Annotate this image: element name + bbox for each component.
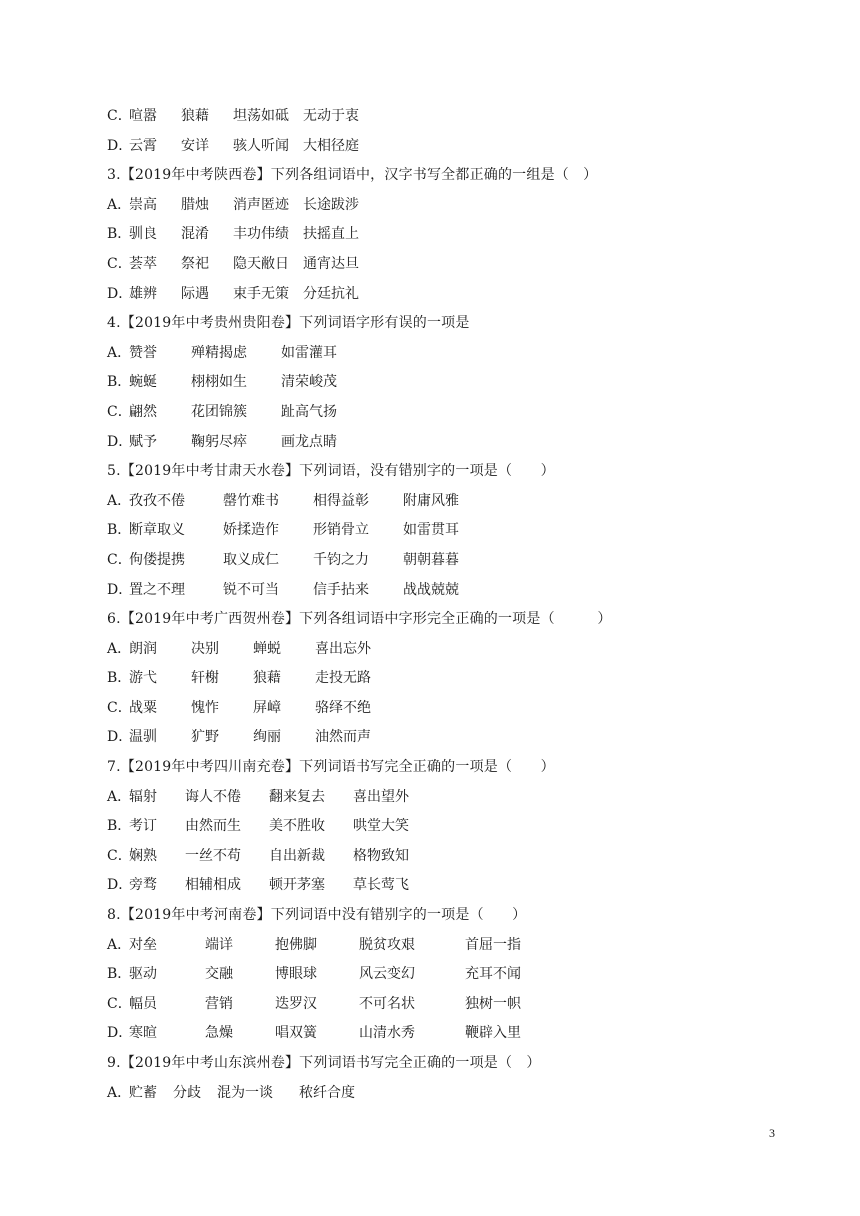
option-word: 朝朝暮暮 (403, 551, 459, 568)
page-content (107, 102, 767, 1108)
option-word: 隐天敝日 (233, 255, 289, 272)
option-label: B． (107, 966, 132, 983)
answer-option (107, 694, 767, 724)
option-label: C． (107, 551, 132, 568)
option-word: 喜出望外 (353, 788, 409, 805)
option-label: B． (107, 374, 132, 391)
option-label: B． (107, 226, 132, 243)
option-word: 驱动 (129, 966, 157, 983)
option-word: 骆绎不绝 (315, 699, 371, 716)
option-label: A． (107, 1084, 132, 1101)
option-word: 草长莺飞 (353, 877, 409, 894)
option-word: 分廷抗礼 (303, 285, 359, 302)
option-label: D． (107, 137, 133, 154)
answer-option (107, 635, 767, 665)
answer-option (107, 132, 767, 162)
option-word: 附庸风雅 (403, 492, 459, 509)
question-stem: 7.【2019年中考四川南充卷】下列词语书写完全正确的一项是（ ） (107, 759, 555, 776)
option-word: 绚丽 (253, 729, 281, 746)
option-word: 油然而声 (315, 729, 371, 746)
answer-option (107, 280, 767, 310)
option-word: 雄辨 (129, 285, 157, 302)
option-word: 屏嶂 (253, 699, 281, 716)
option-word: 祭祀 (181, 255, 209, 272)
option-word: 翻来复去 (269, 788, 325, 805)
option-word: 云霄 (129, 137, 157, 154)
option-label: C． (107, 403, 132, 420)
option-word: 娇揉造作 (223, 522, 279, 539)
option-word: 大相径庭 (303, 137, 359, 154)
option-label: A． (107, 640, 132, 657)
answer-option (107, 487, 767, 517)
answer-option (107, 339, 767, 369)
answer-option (107, 546, 767, 576)
answer-option (107, 1019, 767, 1049)
option-word: 轩榭 (191, 670, 219, 687)
option-word: 急燥 (205, 1025, 233, 1042)
option-word: 美不胜收 (269, 818, 325, 835)
answer-option (107, 428, 767, 458)
option-word: 营销 (205, 995, 233, 1012)
option-word: 鞠躬尽瘁 (191, 433, 247, 450)
option-word: 花团锦簇 (191, 403, 247, 420)
option-label: D． (107, 433, 133, 450)
option-word: 脱贫攻艰 (359, 936, 415, 953)
option-word: 唱双簧 (275, 1025, 317, 1042)
option-word: 喜出忘外 (315, 640, 371, 657)
option-word: 诲人不倦 (185, 788, 241, 805)
option-word: 自出新裁 (269, 847, 325, 864)
answer-option (107, 220, 767, 250)
option-label: B． (107, 818, 132, 835)
option-word: 娴熟 (129, 847, 157, 864)
option-label: D． (107, 877, 133, 894)
answer-option (107, 102, 767, 132)
answer-option (107, 398, 767, 428)
option-word: 幅员 (129, 995, 157, 1012)
option-word: 抱佛脚 (275, 936, 317, 953)
question-stem: 6.【2019年中考广西贺州卷】下列各组词语中字形完全正确的一项是（ ） (107, 611, 612, 628)
option-word: 贮蓄 (129, 1084, 157, 1101)
option-word: 哄堂大笑 (353, 818, 409, 835)
page-number: 3 (769, 1126, 775, 1140)
option-word: 不可名状 (359, 995, 415, 1012)
option-word: 通宵达旦 (303, 255, 359, 272)
option-word: 一丝不苟 (185, 847, 241, 864)
option-label: D． (107, 285, 133, 302)
option-word: 消声匿迹 (233, 196, 289, 213)
option-label: C． (107, 847, 132, 864)
option-label: C． (107, 995, 132, 1012)
option-word: 犷野 (191, 729, 219, 746)
answer-option (107, 191, 767, 221)
option-word: 战战兢兢 (403, 581, 459, 598)
option-word: 信手拈来 (313, 581, 369, 598)
option-word: 蜿蜒 (129, 374, 157, 391)
option-word: 崇高 (129, 196, 157, 213)
option-word: 分歧 (173, 1084, 201, 1101)
option-word: 形销骨立 (313, 522, 369, 539)
answer-option (107, 871, 767, 901)
option-word: 端详 (205, 936, 233, 953)
option-word: 取义成仁 (223, 551, 279, 568)
option-word: 辐射 (129, 788, 157, 805)
answer-option (107, 1079, 767, 1109)
option-word: 腊烛 (181, 196, 209, 213)
option-label: A． (107, 788, 132, 805)
option-word: 际遇 (181, 285, 209, 302)
option-word: 置之不理 (129, 581, 185, 598)
option-word: 决别 (191, 640, 219, 657)
option-word: 顿开茅塞 (269, 877, 325, 894)
option-label: C． (107, 699, 132, 716)
option-word: 对垒 (129, 936, 157, 953)
option-word: 充耳不闻 (465, 966, 521, 983)
option-word: 断章取义 (129, 522, 185, 539)
option-label: D． (107, 1025, 133, 1042)
option-word: 迭罗汉 (275, 995, 317, 1012)
option-word: 画龙点睛 (281, 433, 337, 450)
question-stem: 8.【2019年中考河南卷】下列词语中没有错别字的一项是（ ） (107, 907, 527, 924)
option-word: 安详 (181, 137, 209, 154)
option-word: 首屈一指 (465, 936, 521, 953)
option-word: 狼藉 (181, 108, 209, 124)
option-word: 朗润 (129, 640, 157, 657)
answer-option (107, 516, 767, 546)
option-word: 锐不可当 (223, 581, 279, 598)
option-word: 寒暄 (129, 1025, 157, 1042)
option-word: 蝉蜕 (253, 640, 281, 657)
option-word: 相得益彰 (313, 492, 369, 509)
option-word: 如雷贯耳 (403, 522, 459, 539)
answer-option (107, 783, 767, 813)
option-word: 混淆 (181, 226, 209, 243)
option-word: 游弋 (129, 670, 157, 687)
option-word: 驯良 (129, 226, 157, 243)
option-label: A． (107, 936, 132, 953)
option-word: 千钧之力 (313, 551, 369, 568)
answer-option (107, 664, 767, 694)
option-word: 佝偻提携 (129, 551, 185, 568)
option-word: 荟萃 (129, 255, 157, 272)
option-word: 战粟 (129, 699, 157, 716)
question-stem: 9.【2019年中考山东滨州卷】下列词语书写完全正确的一项是（ ） (107, 1055, 541, 1071)
option-word: 愧怍 (191, 699, 219, 716)
answer-option (107, 842, 767, 872)
option-word: 骇人听闻 (233, 137, 289, 154)
option-word: 翩然 (129, 403, 157, 420)
answer-option (107, 812, 767, 842)
option-word: 交融 (205, 966, 233, 983)
question-stem: 4.【2019年中考贵州贵阳卷】下列词语字形有误的一项是 (107, 315, 470, 332)
option-word: 趾高气扬 (281, 403, 337, 420)
option-label: A． (107, 196, 132, 213)
answer-option (107, 576, 767, 606)
option-word: 如雷灌耳 (281, 344, 337, 361)
option-word: 鞭辟入里 (465, 1025, 521, 1042)
option-label: D． (107, 581, 133, 598)
answer-option (107, 990, 767, 1020)
option-word: 秾纤合度 (299, 1084, 355, 1101)
option-word: 坦荡如砥 (233, 108, 289, 124)
question-stem: 3.【2019年中考陕西卷】下列各组词语中，汉字书写全都正确的一组是（ ） (107, 167, 598, 184)
answer-option (107, 250, 767, 280)
option-word: 山清水秀 (359, 1025, 415, 1042)
option-word: 孜孜不倦 (129, 492, 185, 509)
option-word: 温驯 (129, 729, 157, 746)
option-label: B． (107, 670, 132, 687)
option-word: 长途跋涉 (303, 196, 359, 213)
option-word: 栩栩如生 (191, 374, 247, 391)
option-word: 狼藉 (253, 670, 281, 687)
option-word: 清荣峻茂 (281, 374, 337, 391)
option-word: 格物致知 (353, 847, 409, 864)
question-stem: 5.【2019年中考甘肃天水卷】下列词语，没有错别字的一项是（ ） (107, 463, 555, 480)
option-label: A． (107, 492, 132, 509)
option-label: C． (107, 108, 132, 124)
option-word: 风云变幻 (359, 966, 415, 983)
option-label: C． (107, 255, 132, 272)
option-label: B． (107, 522, 132, 539)
option-label: D． (107, 729, 133, 746)
option-word: 扶摇直上 (303, 226, 359, 243)
option-word: 混为一谈 (217, 1084, 273, 1101)
option-word: 罄竹难书 (223, 492, 279, 509)
answer-option (107, 931, 767, 961)
option-word: 走投无路 (315, 670, 371, 687)
option-word: 赋予 (129, 433, 157, 450)
option-word: 相辅相成 (185, 877, 241, 894)
option-word: 无动于衷 (303, 108, 359, 124)
option-word: 丰功伟绩 (233, 226, 289, 243)
answer-option (107, 960, 767, 990)
option-word: 博眼球 (275, 966, 317, 983)
option-word: 束手无策 (233, 285, 289, 302)
option-word: 殚精揭虑 (191, 344, 247, 361)
option-word: 由然而生 (185, 818, 241, 835)
answer-option (107, 723, 767, 753)
option-word: 喧嚣 (129, 108, 157, 124)
option-word: 旁骛 (129, 877, 157, 894)
option-word: 考订 (129, 818, 157, 835)
option-word: 独树一帜 (465, 995, 521, 1012)
answer-option (107, 368, 767, 398)
option-word: 赞誉 (129, 344, 157, 361)
option-label: A． (107, 344, 132, 361)
